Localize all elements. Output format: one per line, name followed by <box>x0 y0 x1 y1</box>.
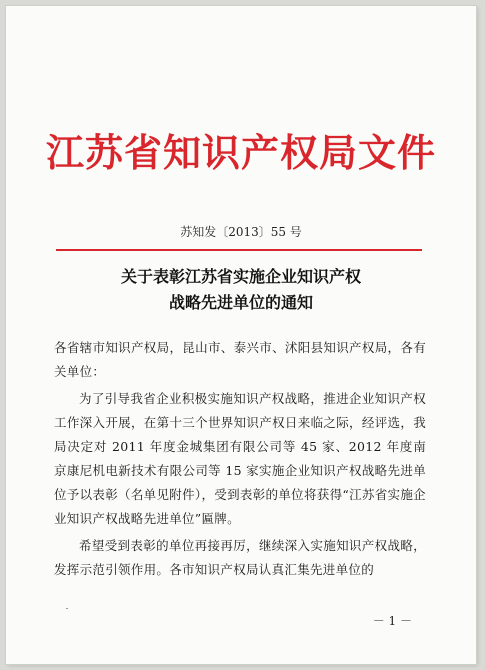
page-number: － 1 － <box>372 614 412 628</box>
scan-speck <box>66 608 68 609</box>
body-paragraph-1: 为了引导我省企业积极实施知识产权战略，推进企业知识产权工作深入开展，在第十三个世界知识产权日来临之际，经评选，我局决定对 2011 年度金城集团有限公司等 45 家、2012 年度南京康尼机电新技术有限公司等 15 家实施企业知识产权战略先进单位予以表彰（名单见附件），受到表彰的单位将获得“江苏省实施企业知识产权战略先进单位”匾牌。 <box>54 391 426 526</box>
document-page <box>6 6 476 664</box>
red-divider-line <box>56 249 422 251</box>
addressee-paragraph: 各省辖市知识产权局，昆山市、泰兴市、沭阳县知识产权局，各有关单位： <box>54 340 426 379</box>
headline-line-2: 战略先进单位的通知 <box>168 293 313 312</box>
headline-line-1: 关于表彰江苏省实施企业知识产权 <box>120 267 361 286</box>
document-number: 苏知发〔2013〕55 号 <box>180 225 302 239</box>
notice-body <box>54 336 426 585</box>
body-paragraph-2: 希望受到表彰的单位再接再厉，继续深入实施知识产权战略，发挥示范引领作用。各市知识产权局认真汇集先进单位的 <box>54 538 426 577</box>
notice-headline <box>6 264 476 316</box>
red-header-title: 江苏省知识产权局文件 <box>45 130 436 175</box>
